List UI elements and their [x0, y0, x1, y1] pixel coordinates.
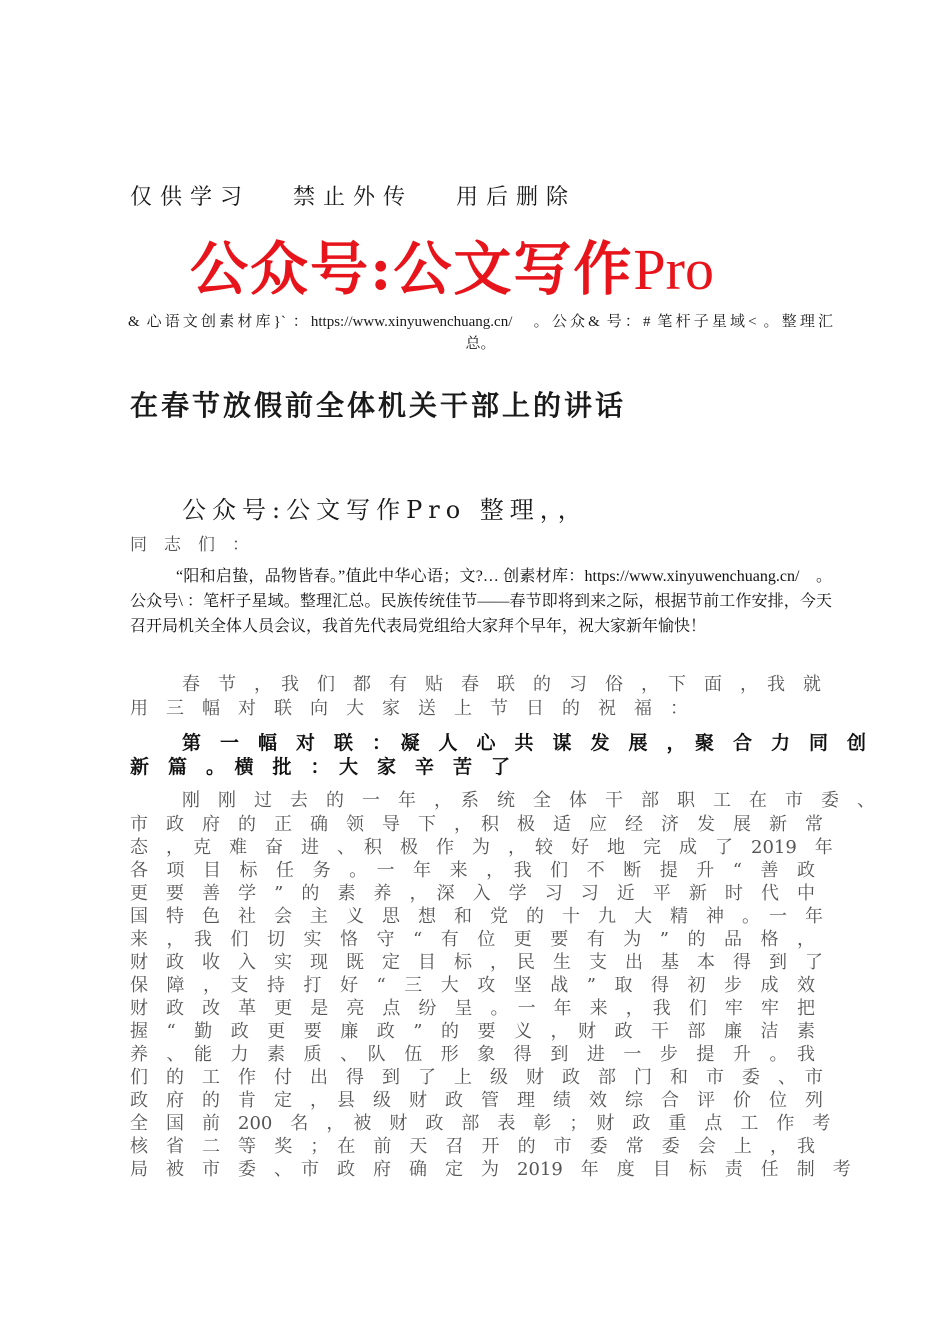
- brand-title: [190, 222, 714, 306]
- body-line: 国 特 色 社 会 主 义 思 想 和 党 的 十 九 大 精 神 。 一 年: [130, 906, 823, 927]
- source-note: [128, 311, 833, 355]
- source-note-line-1: & 心语文创素材库}` ：https://www.xinyuwenchuang.cn/ 。公众& 号：# 笔杆子星域< 。整理汇: [128, 314, 833, 330]
- couplet-intro-line-2: 用 三 幅 对 联 向 大 家 送 上 节 日 的 祝 福 ：: [130, 698, 688, 719]
- body-line: 财 政 收 入 实 现 既 定 目 标 ， 民 生 支 出 基 本 得 到 了: [130, 952, 823, 973]
- body-line: 政 府 的 肯 定 ， 县 级 财 政 管 理 绩 效 综 合 评 价 位 列: [130, 1090, 823, 1111]
- body-line: 财 政 改 革 更 是 亮 点 纷 呈 。 一 年 来 ， 我 们 牢 牢 把: [130, 998, 815, 1019]
- notice-part-1: 仅供学习: [130, 185, 251, 210]
- body-line: 保 障 ， 支 持 打 好 “ 三 大 攻 坚 战 ” 取 得 初 步 成 效: [130, 975, 815, 996]
- intro-paragraph-text: “阳和启蛰，品物皆春。”值此中华心语；文?… 创素材库：https://www.xinyuwenchuang.cn/ 。公众号\ ：笔杆子星域。整理汇总。民族传统佳节——春节即将到来之际，根据节前工作安排，今天召开局机关全体人员会议，我首先代表局党组给大家拜个早年，祝大家新年愉快！: [130, 568, 832, 635]
- body-line: 握 “ 勤 政 更 要 廉 政 ” 的 要 义 ， 财 政 干 部 廉 洁 素: [130, 1021, 815, 1042]
- couplet-intro-line-1: 春 节 ， 我 们 都 有 贴 春 联 的 习 俗 ， 下 面 ， 我 就: [182, 674, 821, 695]
- body-line: 局 被 市 委 、 市 政 府 确 定 为 2019 年 度 目 标 责 任 制 考: [130, 1159, 851, 1180]
- body-line: 更 要 善 学 ” 的 素 养 ， 深 入 学 习 习 近 平 新 时 代 中: [130, 883, 815, 904]
- brand-title-pro: Pro: [633, 237, 714, 302]
- body-line: 核 省 二 等 奖 ； 在 前 天 召 开 的 市 委 常 委 会 上 ， 我: [130, 1136, 815, 1157]
- body-line: 态 ， 克 难 奋 进 、 积 极 作 为 ， 较 好 地 完 成 了 2019 年: [130, 837, 833, 858]
- body-line: 们 的 工 作 付 出 得 到 了 上 级 财 政 部 门 和 市 委 、 市: [130, 1067, 823, 1088]
- couplet-heading-line-1: 第 一 幅 对 联 ： 凝 人 心 共 谋 发 展 ， 聚 合 力 同 创: [182, 732, 867, 754]
- brand-title-cn: 公众号:公文写作: [190, 235, 634, 303]
- body-line: 养 、 能 力 素 质 、 队 伍 形 象 得 到 进 一 步 提 升 。 我: [130, 1044, 815, 1065]
- notice-part-2: 禁止外传: [293, 185, 414, 210]
- body-line: 来 ， 我 们 切 实 恪 守 “ 有 位 更 要 有 为 ” 的 品 格 ，: [130, 929, 815, 950]
- salutation: 同 志 们 ：: [130, 535, 249, 555]
- body-line: 各 项 目 标 任 务 。 一 年 来 ， 我 们 不 断 提 升 “ 善 政: [130, 860, 815, 881]
- body-line: 全 国 前 200 名 ， 被 财 政 部 表 彰 ； 财 政 重 点 工 作 考: [130, 1113, 831, 1134]
- document-subline: 公众号:公文写作Pro 整理，，: [182, 496, 588, 524]
- document-title: 在春节放假前全体机关干部上的讲话: [130, 389, 627, 422]
- source-note-line-2: 总。: [465, 336, 496, 352]
- top-notice: [130, 180, 604, 211]
- body-line: 市 政 府 的 正 确 领 导 下 ， 积 极 适 应 经 济 发 展 新 常: [130, 814, 823, 835]
- intro-paragraph: [130, 564, 832, 639]
- couplet-heading-line-2: 新 篇 。 横 批 ： 大 家 辛 苦 了: [130, 756, 511, 778]
- notice-part-3: 用后删除: [456, 185, 577, 210]
- body-line: 刚 刚 过 去 的 一 年 ， 系 统 全 体 干 部 职 工 在 市 委 、: [182, 790, 875, 811]
